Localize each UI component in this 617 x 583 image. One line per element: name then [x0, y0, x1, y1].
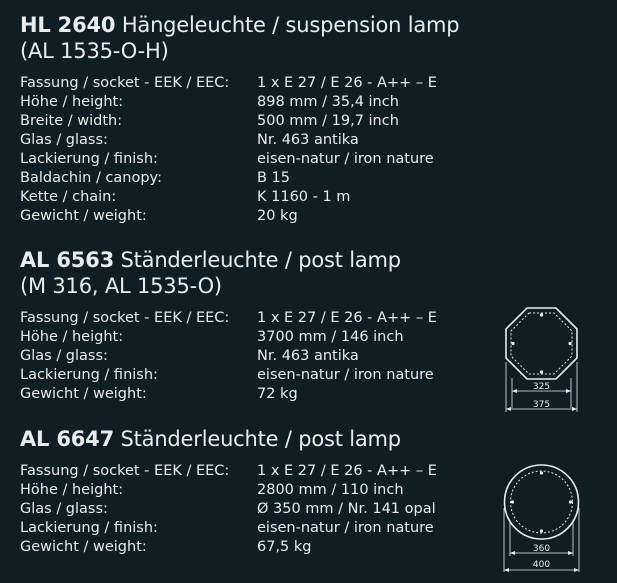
spec-label: Höhe / height: — [20, 482, 124, 498]
spec-value: 898 mm / 35,4 inch — [257, 94, 399, 110]
spec-label: Glas / glass: — [20, 501, 108, 517]
spec-row — [20, 74, 610, 93]
spec-value: eisen-natur / iron nature — [257, 151, 434, 167]
spec-value: 20 kg — [257, 208, 298, 224]
spec-row — [20, 131, 610, 150]
inner-dimension-label: 325 — [532, 382, 551, 392]
spec-value: Nr. 463 antika — [257, 348, 359, 364]
product-code: HL 2640 — [20, 13, 116, 37]
spec-label: Gewicht / weight: — [20, 386, 147, 402]
spec-label: Höhe / height: — [20, 329, 124, 345]
spec-label: Glas / glass: — [20, 348, 108, 364]
spec-value: 1 x E 27 / E 26 - A++ – E — [257, 75, 437, 91]
spec-value: Nr. 463 antika — [257, 132, 359, 148]
spec-value: 3700 mm / 146 inch — [257, 329, 404, 345]
spec-row — [20, 112, 610, 131]
product-subline: (M 316, AL 1535-O) — [20, 274, 222, 298]
spec-label: Lackierung / finish: — [20, 520, 158, 536]
spec-label: Baldachin / canopy: — [20, 170, 162, 186]
inner-dimension-label: 360 — [532, 544, 551, 554]
outer-dimension-label: 375 — [532, 400, 551, 410]
spec-value: 500 mm / 19,7 inch — [257, 113, 399, 129]
spec-label: Kette / chain: — [20, 189, 117, 205]
spec-value: K 1160 - 1 m — [257, 189, 351, 205]
spec-label: Lackierung / finish: — [20, 367, 158, 383]
spec-row — [20, 188, 610, 207]
spec-row — [20, 169, 610, 188]
product-name: Ständerleuchte / post lamp — [120, 427, 401, 451]
spec-label: Gewicht / weight: — [20, 208, 147, 224]
product-title — [20, 426, 610, 452]
spec-value: Ø 350 mm / Nr. 141 opal — [257, 501, 436, 517]
spec-label: Gewicht / weight: — [20, 539, 147, 555]
spec-row — [20, 93, 610, 112]
octagon-base-drawing — [500, 302, 590, 414]
product-code: AL 6563 — [20, 248, 114, 272]
product-title — [20, 12, 610, 38]
spec-label: Fassung / socket - EEK / EEC: — [20, 463, 230, 479]
spec-row — [20, 207, 610, 226]
outer-dimension-label: 400 — [532, 560, 551, 570]
spec-list — [20, 74, 610, 226]
product-code: AL 6647 — [20, 427, 114, 451]
circle-base-drawing — [500, 460, 590, 578]
spec-label: Höhe / height: — [20, 94, 124, 110]
product-hl-2640 — [20, 12, 610, 226]
spec-value: eisen-natur / iron nature — [257, 367, 434, 383]
spec-value: 2800 mm / 110 inch — [257, 482, 404, 498]
spec-label: Glas / glass: — [20, 132, 108, 148]
product-name: Hängeleuchte / suspension lamp — [121, 13, 460, 37]
spec-value: 1 x E 27 / E 26 - A++ – E — [257, 310, 437, 326]
product-subline: (AL 1535-O-H) — [20, 39, 169, 63]
spec-value: 72 kg — [257, 386, 298, 402]
product-name: Ständerleuchte / post lamp — [120, 248, 401, 272]
spec-label: Fassung / socket - EEK / EEC: — [20, 75, 230, 91]
spec-value: eisen-natur / iron nature — [257, 520, 434, 536]
spec-value: 67,5 kg — [257, 539, 312, 555]
spec-label: Lackierung / finish: — [20, 151, 158, 167]
spec-label: Fassung / socket - EEK / EEC: — [20, 310, 230, 326]
spec-value: 1 x E 27 / E 26 - A++ – E — [257, 463, 437, 479]
spec-row — [20, 150, 610, 169]
product-title — [20, 247, 610, 273]
spec-label: Breite / width: — [20, 113, 123, 129]
spec-value: B 15 — [257, 170, 291, 186]
